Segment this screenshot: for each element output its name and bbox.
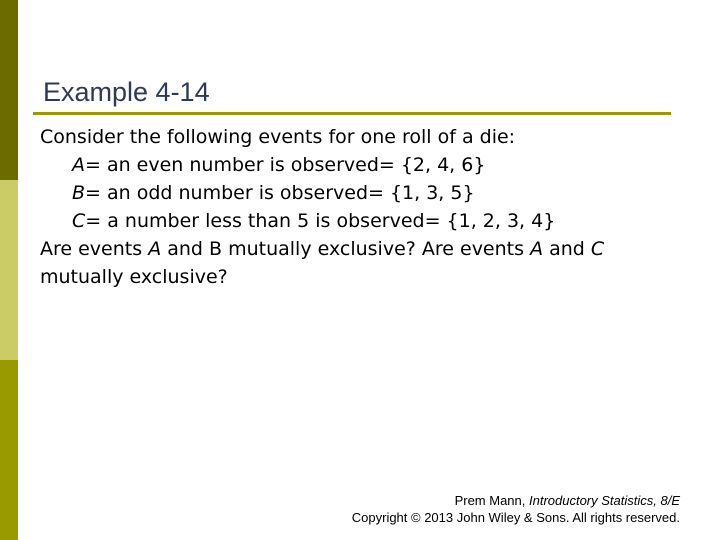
- event-c-line: [40, 207, 700, 235]
- footer-citation: [352, 492, 680, 509]
- footer-author: Prem Mann,: [454, 493, 529, 508]
- footer-copyright: Copyright © 2013 John Wiley & Sons. All rights reserved.: [351, 510, 680, 525]
- event-a-line: [40, 151, 700, 179]
- event-b-line: [40, 179, 700, 207]
- question-event-a-1: A: [148, 238, 162, 260]
- question-part-3: and: [543, 238, 591, 260]
- question-event-c: C: [590, 238, 605, 260]
- slide-title: Example 4-14: [43, 77, 210, 107]
- sidebar-band-bottom: [0, 360, 18, 540]
- slide-body: [40, 123, 700, 291]
- question-event-a-2: A: [530, 238, 544, 260]
- intro-line: Consider the following events for one roll of a die:: [40, 126, 516, 148]
- event-b-text: = an odd number is observed= {1, 3, 5}: [85, 182, 475, 204]
- event-b-symbol: B: [72, 182, 86, 204]
- event-a-text: = an even number is observed= {2, 4, 6}: [85, 154, 486, 176]
- question-line-2: mutually exclusive?: [40, 266, 228, 288]
- sidebar-band-top: [0, 0, 18, 180]
- slide-footer: [352, 492, 680, 526]
- question-part-1: Are events: [40, 238, 149, 260]
- event-a-symbol: A: [72, 154, 85, 176]
- title-underline: [33, 112, 671, 115]
- event-c-text: = a number less than 5 is observed= {1, 2, 3, 4}: [85, 210, 556, 232]
- question-part-2: and B mutually exclusive? Are events: [161, 238, 531, 260]
- event-c-symbol: C: [72, 210, 86, 232]
- sidebar-band-middle: [0, 180, 18, 360]
- footer-book-title: Introductory Statistics, 8/E: [528, 493, 680, 508]
- question-line-1: [40, 235, 700, 263]
